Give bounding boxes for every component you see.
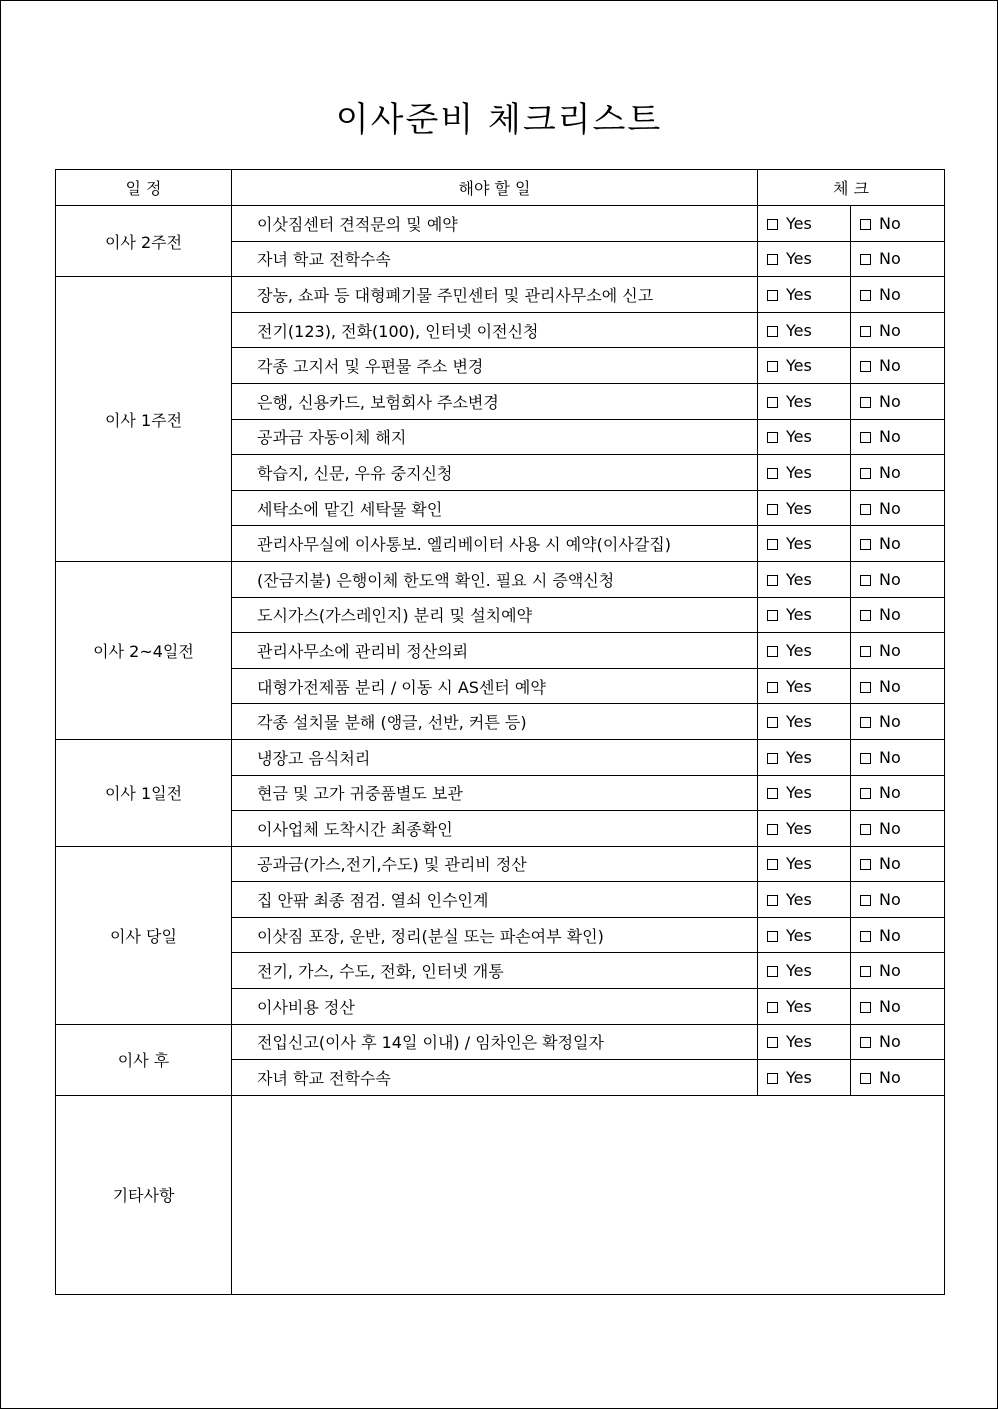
yes-cell: [758, 241, 851, 277]
yes-cell: [758, 811, 851, 847]
no-checkbox[interactable]: [860, 361, 871, 372]
yes-label: Yes: [786, 783, 812, 803]
no-label: No: [879, 249, 901, 269]
yes-checkbox[interactable]: [767, 610, 778, 621]
task-cell: 도시가스(가스레인지) 분리 및 설치예약: [232, 597, 758, 633]
no-checkbox[interactable]: [860, 1002, 871, 1013]
no-cell: [851, 419, 945, 455]
no-cell: [851, 312, 945, 348]
no-cell: [851, 1060, 945, 1096]
yes-label: Yes: [786, 213, 812, 233]
no-checkbox[interactable]: [860, 504, 871, 515]
no-checkbox[interactable]: [860, 682, 871, 693]
no-label: No: [879, 640, 901, 660]
task-cell: 이삿짐센터 견적문의 및 예약: [232, 206, 758, 242]
no-label: No: [879, 284, 901, 304]
no-label: No: [879, 712, 901, 732]
yes-cell: [758, 668, 851, 704]
no-cell: [851, 455, 945, 491]
no-cell: [851, 597, 945, 633]
no-checkbox[interactable]: [860, 895, 871, 906]
no-checkbox[interactable]: [860, 717, 871, 728]
no-checkbox[interactable]: [860, 859, 871, 870]
yes-cell: [758, 526, 851, 562]
no-label: No: [879, 747, 901, 767]
table-row: [56, 206, 945, 242]
no-checkbox[interactable]: [860, 824, 871, 835]
no-cell: [851, 526, 945, 562]
task-cell: 전입신고(이사 후 14일 이내) / 임차인은 확정일자: [232, 1024, 758, 1060]
no-checkbox[interactable]: [860, 468, 871, 479]
yes-label: Yes: [786, 391, 812, 411]
task-cell: 집 안팎 최종 점검. 열쇠 인수인계: [232, 882, 758, 918]
yes-checkbox[interactable]: [767, 824, 778, 835]
no-checkbox[interactable]: [860, 219, 871, 230]
task-cell: 학습지, 신문, 우유 중지신청: [232, 455, 758, 491]
task-cell: 전기(123), 전화(100), 인터넷 이전신청: [232, 312, 758, 348]
schedule-cell: 이사 2~4일전: [56, 561, 232, 739]
no-label: No: [879, 961, 901, 981]
yes-label: Yes: [786, 1032, 812, 1052]
yes-cell: [758, 917, 851, 953]
task-cell: 이사업체 도착시간 최종확인: [232, 811, 758, 847]
yes-cell: [758, 348, 851, 384]
yes-label: Yes: [786, 747, 812, 767]
yes-checkbox[interactable]: [767, 397, 778, 408]
no-label: No: [879, 356, 901, 376]
no-label: No: [879, 605, 901, 625]
notes-label: 기타사항: [56, 1095, 232, 1294]
no-checkbox[interactable]: [860, 753, 871, 764]
yes-checkbox[interactable]: [767, 219, 778, 230]
yes-label: Yes: [786, 534, 812, 554]
no-label: No: [879, 320, 901, 340]
yes-label: Yes: [786, 996, 812, 1016]
yes-label: Yes: [786, 320, 812, 340]
no-label: No: [879, 818, 901, 838]
yes-cell: [758, 704, 851, 740]
yes-cell: [758, 739, 851, 775]
yes-label: Yes: [786, 462, 812, 482]
no-label: No: [879, 534, 901, 554]
no-checkbox[interactable]: [860, 290, 871, 301]
schedule-header: 일 정: [56, 170, 232, 206]
table-row: [56, 846, 945, 882]
yes-label: Yes: [786, 498, 812, 518]
yes-cell: [758, 312, 851, 348]
yes-label: Yes: [786, 1068, 812, 1088]
task-cell: 은행, 신용카드, 보험회사 주소변경: [232, 383, 758, 419]
yes-label: Yes: [786, 640, 812, 660]
yes-cell: [758, 490, 851, 526]
yes-label: Yes: [786, 854, 812, 874]
task-cell: 공과금 자동이체 해지: [232, 419, 758, 455]
no-checkbox[interactable]: [860, 931, 871, 942]
no-cell: [851, 989, 945, 1025]
task-cell: 관리사무소에 관리비 정산의뢰: [232, 633, 758, 669]
no-label: No: [879, 462, 901, 482]
yes-cell: [758, 277, 851, 313]
no-label: No: [879, 569, 901, 589]
task-cell: (잔금지불) 은행이체 한도액 확인. 필요 시 증액신청: [232, 561, 758, 597]
document-title: 이사준비 체크리스트: [335, 100, 663, 140]
schedule-cell: 이사 2주전: [56, 206, 232, 277]
schedule-cell: 이사 후: [56, 1024, 232, 1095]
task-cell: 냉장고 음식처리: [232, 739, 758, 775]
yes-checkbox[interactable]: [767, 859, 778, 870]
yes-checkbox[interactable]: [767, 646, 778, 657]
no-label: No: [879, 854, 901, 874]
yes-checkbox[interactable]: [767, 539, 778, 550]
no-checkbox[interactable]: [860, 966, 871, 977]
no-label: No: [879, 1068, 901, 1088]
task-cell: 이사비용 정산: [232, 989, 758, 1025]
yes-label: Yes: [786, 925, 812, 945]
no-checkbox[interactable]: [860, 1073, 871, 1084]
yes-label: Yes: [786, 961, 812, 981]
no-cell: [851, 846, 945, 882]
yes-label: Yes: [786, 569, 812, 589]
check-header: 체 크: [758, 170, 945, 206]
notes-row: [56, 1095, 945, 1294]
yes-label: Yes: [786, 676, 812, 696]
task-cell: 대형가전제품 분리 / 이동 시 AS센터 예약: [232, 668, 758, 704]
task-cell: 각종 설치물 분해 (앵글, 선반, 커튼 등): [232, 704, 758, 740]
yes-checkbox[interactable]: [767, 1002, 778, 1013]
task-cell: 장농, 쇼파 등 대형폐기물 주민센터 및 관리사무소에 신고: [232, 277, 758, 313]
yes-label: Yes: [786, 712, 812, 732]
no-checkbox[interactable]: [860, 254, 871, 265]
no-cell: [851, 811, 945, 847]
yes-cell: [758, 383, 851, 419]
yes-cell: [758, 455, 851, 491]
no-label: No: [879, 890, 901, 910]
no-label: No: [879, 676, 901, 696]
no-checkbox[interactable]: [860, 646, 871, 657]
yes-checkbox[interactable]: [767, 788, 778, 799]
table-row: [56, 1024, 945, 1060]
yes-checkbox[interactable]: [767, 1037, 778, 1048]
table-row: [56, 561, 945, 597]
yes-cell: [758, 953, 851, 989]
no-checkbox[interactable]: [860, 326, 871, 337]
header-row: [56, 170, 945, 206]
no-cell: [851, 882, 945, 918]
no-checkbox[interactable]: [860, 575, 871, 586]
task-cell: 관리사무실에 이사통보. 엘리베이터 사용 시 예약(이사갈집): [232, 526, 758, 562]
no-cell: [851, 348, 945, 384]
yes-checkbox[interactable]: [767, 432, 778, 443]
yes-cell: [758, 1024, 851, 1060]
yes-label: Yes: [786, 890, 812, 910]
task-header: 해야 할 일: [232, 170, 758, 206]
yes-checkbox[interactable]: [767, 1073, 778, 1084]
checklist-body: [56, 206, 945, 1096]
task-cell: 세탁소에 맡긴 세탁물 확인: [232, 490, 758, 526]
yes-label: Yes: [786, 605, 812, 625]
yes-checkbox[interactable]: [767, 326, 778, 337]
yes-label: Yes: [786, 427, 812, 447]
no-cell: [851, 1024, 945, 1060]
notes-area[interactable]: [232, 1095, 945, 1294]
no-label: No: [879, 783, 901, 803]
no-cell: [851, 775, 945, 811]
yes-checkbox[interactable]: [767, 895, 778, 906]
yes-cell: [758, 419, 851, 455]
schedule-cell: 이사 당일: [56, 846, 232, 1024]
schedule-cell: 이사 1주전: [56, 277, 232, 562]
no-label: No: [879, 391, 901, 411]
yes-checkbox[interactable]: [767, 361, 778, 372]
no-checkbox[interactable]: [860, 610, 871, 621]
yes-cell: [758, 846, 851, 882]
no-cell: [851, 704, 945, 740]
no-checkbox[interactable]: [860, 432, 871, 443]
yes-checkbox[interactable]: [767, 717, 778, 728]
no-cell: [851, 917, 945, 953]
yes-label: Yes: [786, 818, 812, 838]
no-cell: [851, 561, 945, 597]
yes-checkbox[interactable]: [767, 966, 778, 977]
no-checkbox[interactable]: [860, 539, 871, 550]
yes-label: Yes: [786, 249, 812, 269]
no-cell: [851, 277, 945, 313]
no-cell: [851, 953, 945, 989]
yes-checkbox[interactable]: [767, 575, 778, 586]
no-cell: [851, 739, 945, 775]
no-label: No: [879, 213, 901, 233]
yes-cell: [758, 561, 851, 597]
task-cell: 자녀 학교 전학수속: [232, 1060, 758, 1096]
yes-checkbox[interactable]: [767, 468, 778, 479]
moving-checklist-table: [55, 169, 945, 1295]
no-label: No: [879, 427, 901, 447]
no-label: No: [879, 1032, 901, 1052]
task-cell: 전기, 가스, 수도, 전화, 인터넷 개통: [232, 953, 758, 989]
yes-checkbox[interactable]: [767, 254, 778, 265]
table-row: [56, 277, 945, 313]
task-cell: 각종 고지서 및 우편물 주소 변경: [232, 348, 758, 384]
yes-label: Yes: [786, 356, 812, 376]
task-cell: 이삿짐 포장, 운반, 정리(분실 또는 파손여부 확인): [232, 917, 758, 953]
no-label: No: [879, 925, 901, 945]
no-cell: [851, 490, 945, 526]
yes-cell: [758, 882, 851, 918]
yes-checkbox[interactable]: [767, 682, 778, 693]
no-checkbox[interactable]: [860, 788, 871, 799]
task-cell: 현금 및 고가 귀중품별도 보관: [232, 775, 758, 811]
no-checkbox[interactable]: [860, 397, 871, 408]
table-row: [56, 739, 945, 775]
no-cell: [851, 241, 945, 277]
no-cell: [851, 383, 945, 419]
yes-label: Yes: [786, 284, 812, 304]
no-cell: [851, 633, 945, 669]
no-label: No: [879, 498, 901, 518]
no-cell: [851, 668, 945, 704]
schedule-cell: 이사 1일전: [56, 739, 232, 846]
task-cell: 자녀 학교 전학수속: [232, 241, 758, 277]
yes-checkbox[interactable]: [767, 931, 778, 942]
no-label: No: [879, 996, 901, 1016]
yes-cell: [758, 1060, 851, 1096]
yes-checkbox[interactable]: [767, 504, 778, 515]
yes-cell: [758, 775, 851, 811]
no-cell: [851, 206, 945, 242]
no-checkbox[interactable]: [860, 1037, 871, 1048]
task-cell: 공과금(가스,전기,수도) 및 관리비 정산: [232, 846, 758, 882]
yes-checkbox[interactable]: [767, 753, 778, 764]
yes-cell: [758, 206, 851, 242]
yes-cell: [758, 989, 851, 1025]
yes-checkbox[interactable]: [767, 290, 778, 301]
yes-cell: [758, 633, 851, 669]
yes-cell: [758, 597, 851, 633]
